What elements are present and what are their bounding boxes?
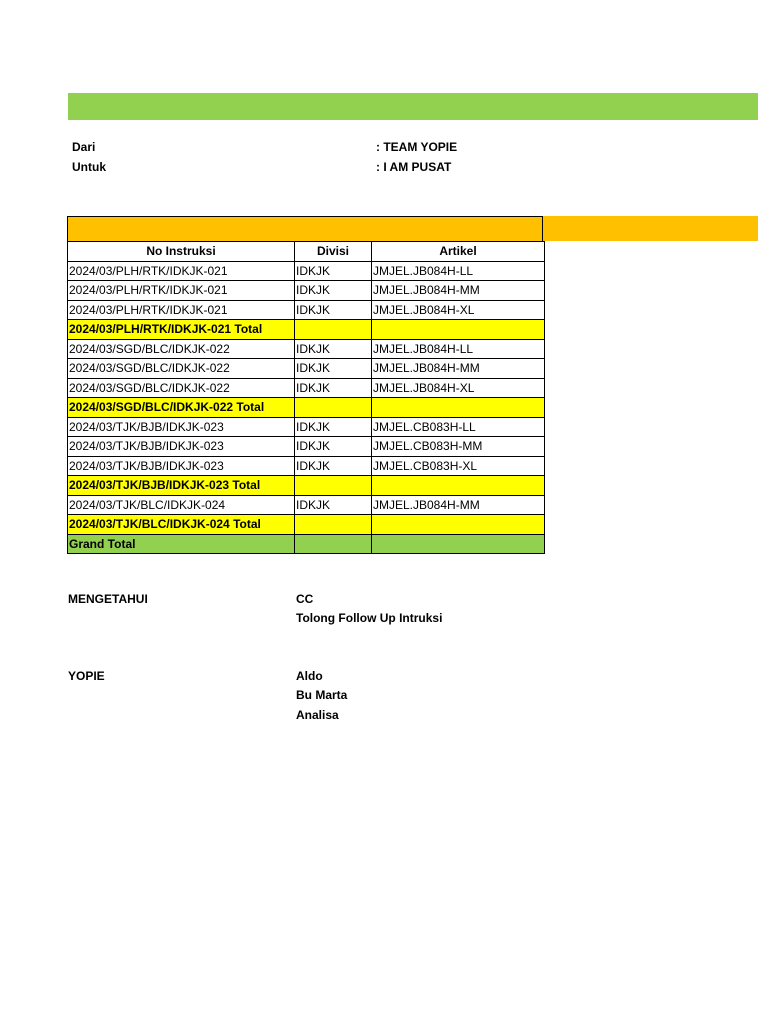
subtotal-row[interactable] bbox=[68, 320, 545, 340]
table-row[interactable] bbox=[68, 261, 545, 281]
untuk-label: Untuk bbox=[72, 160, 106, 174]
table-row[interactable] bbox=[68, 359, 545, 379]
subtotal-row[interactable] bbox=[68, 476, 545, 496]
cell-divisi[interactable]: IDKJK bbox=[295, 437, 372, 457]
title-band bbox=[68, 93, 758, 120]
cell-divisi[interactable]: IDKJK bbox=[295, 495, 372, 515]
table-header-row bbox=[68, 242, 545, 262]
cell-divisi[interactable] bbox=[295, 476, 372, 496]
cell-no-instruksi[interactable]: 2024/03/TJK/BLC/IDKJK-024 bbox=[68, 495, 295, 515]
cell-artikel[interactable]: JMJEL.CB083H-XL bbox=[372, 456, 545, 476]
signer-name: YOPIE bbox=[68, 669, 105, 683]
dari-value: : TEAM YOPIE bbox=[376, 140, 458, 154]
cell-divisi[interactable]: IDKJK bbox=[295, 378, 372, 398]
cell-divisi[interactable]: IDKJK bbox=[295, 456, 372, 476]
cell-artikel[interactable]: JMJEL.JB084H-LL bbox=[372, 339, 545, 359]
cell-artikel[interactable]: JMJEL.JB084H-XL bbox=[372, 378, 545, 398]
cell-no-instruksi[interactable]: Grand Total bbox=[68, 534, 295, 554]
table-row[interactable] bbox=[68, 417, 545, 437]
instruction-table bbox=[67, 241, 545, 554]
cell-divisi[interactable]: IDKJK bbox=[295, 261, 372, 281]
cc-note: Tolong Follow Up Intruksi bbox=[296, 611, 443, 625]
table-row[interactable] bbox=[68, 300, 545, 320]
cell-no-instruksi[interactable]: 2024/03/PLH/RTK/IDKJK-021 bbox=[68, 261, 295, 281]
cell-artikel[interactable] bbox=[372, 515, 545, 535]
cell-artikel[interactable] bbox=[372, 476, 545, 496]
cell-divisi[interactable]: IDKJK bbox=[295, 339, 372, 359]
table-row[interactable] bbox=[68, 378, 545, 398]
recipient-2: Bu Marta bbox=[296, 688, 348, 702]
cc-label: CC bbox=[296, 592, 314, 606]
cell-divisi[interactable]: IDKJK bbox=[295, 281, 372, 301]
cell-no-instruksi[interactable]: 2024/03/SGD/BLC/IDKJK-022 bbox=[68, 339, 295, 359]
recipient-3: Analisa bbox=[296, 708, 339, 722]
cell-divisi[interactable]: IDKJK bbox=[295, 417, 372, 437]
cell-divisi[interactable] bbox=[295, 534, 372, 554]
cell-no-instruksi[interactable]: 2024/03/TJK/BJB/IDKJK-023 bbox=[68, 417, 295, 437]
cell-artikel[interactable]: JMJEL.CB083H-MM bbox=[372, 437, 545, 457]
cell-artikel[interactable]: JMJEL.JB084H-MM bbox=[372, 495, 545, 515]
table-row[interactable] bbox=[68, 339, 545, 359]
subtotal-row[interactable] bbox=[68, 398, 545, 418]
table-row[interactable] bbox=[68, 437, 545, 457]
table-body bbox=[68, 261, 545, 554]
grand-total-row[interactable] bbox=[68, 534, 545, 554]
column-header-no-instruksi[interactable]: No Instruksi bbox=[68, 242, 295, 262]
cell-artikel[interactable]: JMJEL.JB084H-LL bbox=[372, 261, 545, 281]
table-row[interactable] bbox=[68, 456, 545, 476]
cell-divisi[interactable] bbox=[295, 320, 372, 340]
cell-artikel[interactable]: JMJEL.CB083H-LL bbox=[372, 417, 545, 437]
cell-no-instruksi[interactable]: 2024/03/TJK/BLC/IDKJK-024 Total bbox=[68, 515, 295, 535]
cell-artikel[interactable]: JMJEL.JB084H-MM bbox=[372, 281, 545, 301]
mengetahui-label: MENGETAHUI bbox=[68, 592, 148, 606]
table-header-frame bbox=[67, 216, 543, 241]
column-header-divisi[interactable]: Divisi bbox=[295, 242, 372, 262]
cell-artikel[interactable] bbox=[372, 534, 545, 554]
cell-artikel[interactable] bbox=[372, 320, 545, 340]
cell-artikel[interactable]: JMJEL.JB084H-MM bbox=[372, 359, 545, 379]
recipient-1: Aldo bbox=[296, 669, 323, 683]
cell-no-instruksi[interactable]: 2024/03/TJK/BJB/IDKJK-023 Total bbox=[68, 476, 295, 496]
cell-no-instruksi[interactable]: 2024/03/SGD/BLC/IDKJK-022 Total bbox=[68, 398, 295, 418]
cell-divisi[interactable]: IDKJK bbox=[295, 300, 372, 320]
cell-no-instruksi[interactable]: 2024/03/PLH/RTK/IDKJK-021 bbox=[68, 300, 295, 320]
cell-artikel[interactable] bbox=[372, 398, 545, 418]
table-row[interactable] bbox=[68, 495, 545, 515]
table-row[interactable] bbox=[68, 281, 545, 301]
subtotal-row[interactable] bbox=[68, 515, 545, 535]
cell-no-instruksi[interactable]: 2024/03/TJK/BJB/IDKJK-023 bbox=[68, 456, 295, 476]
cell-no-instruksi[interactable]: 2024/03/SGD/BLC/IDKJK-022 bbox=[68, 359, 295, 379]
cell-divisi[interactable] bbox=[295, 515, 372, 535]
cell-no-instruksi[interactable]: 2024/03/SGD/BLC/IDKJK-022 bbox=[68, 378, 295, 398]
untuk-value: : I AM PUSAT bbox=[376, 160, 452, 174]
cell-divisi[interactable] bbox=[295, 398, 372, 418]
cell-divisi[interactable]: IDKJK bbox=[295, 359, 372, 379]
cell-no-instruksi[interactable]: 2024/03/PLH/RTK/IDKJK-021 Total bbox=[68, 320, 295, 340]
column-header-artikel[interactable]: Artikel bbox=[372, 242, 545, 262]
cell-no-instruksi[interactable]: 2024/03/TJK/BJB/IDKJK-023 bbox=[68, 437, 295, 457]
dari-label: Dari bbox=[72, 140, 96, 154]
cell-artikel[interactable]: JMJEL.JB084H-XL bbox=[372, 300, 545, 320]
cell-no-instruksi[interactable]: 2024/03/PLH/RTK/IDKJK-021 bbox=[68, 281, 295, 301]
